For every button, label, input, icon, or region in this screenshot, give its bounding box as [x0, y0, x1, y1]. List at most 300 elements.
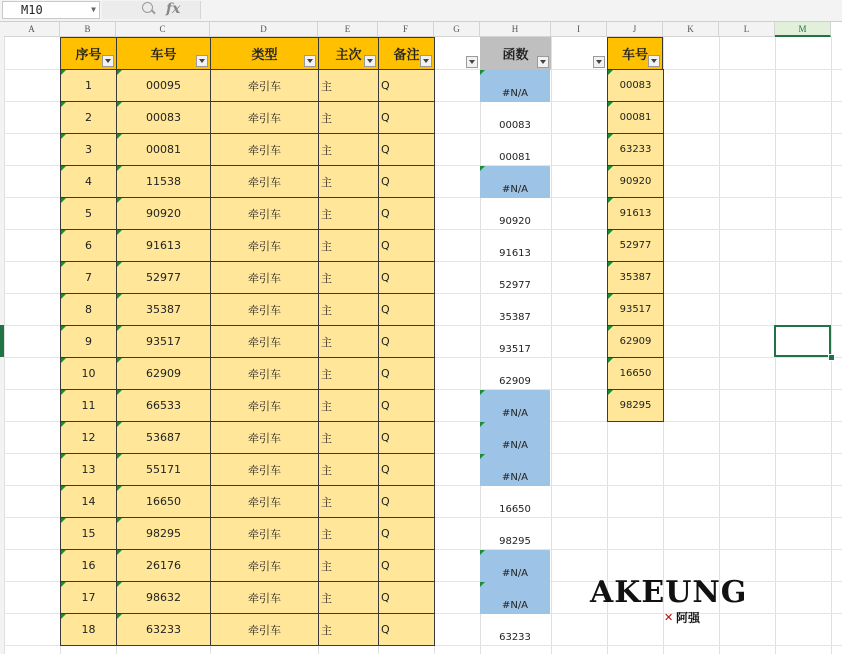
- column-header-a[interactable]: A: [4, 22, 60, 37]
- cell-value: 牵引车: [248, 79, 281, 93]
- cell-note[interactable]: [378, 581, 435, 614]
- cell-plate[interactable]: [116, 389, 211, 422]
- cell-plate[interactable]: [116, 293, 211, 326]
- cell-seq[interactable]: [60, 581, 117, 614]
- function-cell-value: #N/A: [501, 184, 529, 195]
- number-stored-as-text-icon: [117, 454, 122, 459]
- cell-value: Q: [381, 367, 390, 380]
- cell-main[interactable]: [318, 485, 379, 518]
- cell-value: 牵引车: [248, 591, 281, 605]
- number-stored-as-text-icon: [117, 326, 122, 331]
- cell-type[interactable]: [210, 581, 319, 614]
- filter-dropdown-icon[interactable]: [102, 55, 114, 67]
- cell-note[interactable]: [378, 613, 435, 646]
- filter-dropdown-icon[interactable]: [196, 55, 208, 67]
- function-cell-value: 35387: [499, 312, 531, 323]
- filter-dropdown-icon[interactable]: [593, 56, 605, 68]
- cell-plate[interactable]: [116, 229, 211, 262]
- cell-value: Q: [381, 463, 390, 476]
- cell-value: 00083: [146, 111, 181, 124]
- table-header-plate: [116, 37, 211, 70]
- number-stored-as-text-icon: [117, 422, 122, 427]
- grid-vline: [4, 37, 5, 654]
- cell-value: 8: [85, 303, 92, 316]
- lookup-cell[interactable]: [607, 293, 664, 326]
- cell-seq[interactable]: [60, 101, 117, 134]
- cell-value: 9: [85, 335, 92, 348]
- column-header-i[interactable]: I: [551, 22, 607, 37]
- lookup-cell-value: 90920: [619, 176, 652, 187]
- cell-type[interactable]: [210, 389, 319, 422]
- cell-note[interactable]: [378, 453, 435, 486]
- cell-value: 主: [321, 399, 332, 413]
- column-header-k[interactable]: K: [663, 22, 719, 37]
- cell-note[interactable]: [378, 197, 435, 230]
- cell-plate[interactable]: [116, 165, 211, 198]
- cell-seq[interactable]: [60, 165, 117, 198]
- cell-type[interactable]: [210, 69, 319, 102]
- function-header-label: 函数: [502, 48, 529, 63]
- function-cell[interactable]: [480, 134, 550, 166]
- table-header-note: [378, 37, 435, 70]
- cell-value: 主: [321, 559, 332, 573]
- cell-value: 主: [321, 335, 332, 349]
- cell-value: 13: [81, 463, 96, 476]
- cell-main[interactable]: [318, 517, 379, 550]
- cell-value: 14: [81, 495, 96, 508]
- cell-note[interactable]: [378, 133, 435, 166]
- name-box[interactable]: [2, 1, 100, 19]
- cell-value: 牵引车: [248, 271, 281, 285]
- cell-value: Q: [381, 111, 390, 124]
- number-stored-as-text-icon: [608, 166, 613, 171]
- cell-plate[interactable]: [116, 133, 211, 166]
- table-header-seq: [60, 37, 117, 70]
- cell-seq[interactable]: [60, 229, 117, 262]
- lookup-cell[interactable]: [607, 389, 664, 422]
- function-header: [480, 37, 551, 70]
- cell-main[interactable]: [318, 357, 379, 390]
- function-cell[interactable]: [480, 614, 550, 646]
- number-stored-as-text-icon: [117, 294, 122, 299]
- cell-value: 1: [85, 79, 92, 92]
- function-cell-value: 52977: [499, 280, 531, 291]
- function-cell[interactable]: [480, 422, 550, 454]
- lookup-cell[interactable]: [607, 357, 664, 390]
- number-stored-as-text-icon: [117, 230, 122, 235]
- cell-value: 主: [321, 431, 332, 445]
- cell-main[interactable]: [318, 325, 379, 358]
- function-cell-value: #N/A: [501, 472, 529, 483]
- cell-value: 62909: [146, 367, 181, 380]
- cell-plate[interactable]: [116, 69, 211, 102]
- number-stored-as-text-icon: [61, 134, 66, 139]
- cell-type[interactable]: [210, 293, 319, 326]
- lookup-header: [607, 37, 663, 70]
- cell-value: 主: [321, 591, 332, 605]
- number-stored-as-text-icon: [61, 70, 66, 75]
- search-icon[interactable]: [142, 2, 153, 13]
- function-cell-value: 16650: [499, 504, 531, 515]
- function-cell[interactable]: [480, 198, 550, 230]
- function-cell[interactable]: [480, 166, 550, 198]
- error-indicator-icon: [480, 166, 485, 171]
- lookup-cell[interactable]: [607, 197, 664, 230]
- column-header-g[interactable]: G: [434, 22, 480, 37]
- cell-value: 牵引车: [248, 399, 281, 413]
- number-stored-as-text-icon: [117, 70, 122, 75]
- cell-note[interactable]: [378, 101, 435, 134]
- cell-type[interactable]: [210, 549, 319, 582]
- lookup-cell[interactable]: [607, 133, 664, 166]
- function-cell[interactable]: [480, 262, 550, 294]
- cell-value: 主: [321, 175, 332, 189]
- cell-value: 7: [85, 271, 92, 284]
- cell-type[interactable]: [210, 421, 319, 454]
- cell-note[interactable]: [378, 389, 435, 422]
- cell-value: 18: [81, 623, 96, 636]
- cell-value: 主: [321, 111, 332, 125]
- cell-note[interactable]: [378, 421, 435, 454]
- column-header-m[interactable]: M: [775, 22, 831, 37]
- number-stored-as-text-icon: [61, 230, 66, 235]
- cell-value: 牵引车: [248, 367, 281, 381]
- function-cell[interactable]: [480, 70, 550, 102]
- cell-value: Q: [381, 303, 390, 316]
- cell-value: 牵引车: [248, 495, 281, 509]
- function-cell-value: 98295: [499, 536, 531, 547]
- cell-main[interactable]: [318, 453, 379, 486]
- filter-cell-i: [551, 37, 607, 70]
- lookup-header-label: 车号: [621, 48, 648, 63]
- cell-plate[interactable]: [116, 613, 211, 646]
- cell-plate[interactable]: [116, 101, 211, 134]
- cell-value: 15: [81, 527, 96, 540]
- selected-cell-m10[interactable]: [774, 325, 831, 357]
- function-cell[interactable]: [480, 486, 550, 518]
- cell-seq[interactable]: [60, 197, 117, 230]
- number-stored-as-text-icon: [61, 326, 66, 331]
- cell-value: 主: [321, 239, 332, 253]
- filter-dropdown-icon[interactable]: [648, 55, 660, 67]
- cell-seq[interactable]: [60, 261, 117, 294]
- cell-main[interactable]: [318, 581, 379, 614]
- cell-main[interactable]: [318, 613, 379, 646]
- number-stored-as-text-icon: [608, 198, 613, 203]
- cell-seq[interactable]: [60, 517, 117, 550]
- filter-dropdown-icon[interactable]: [420, 55, 432, 67]
- error-indicator-icon: [480, 454, 485, 459]
- function-cell[interactable]: [480, 390, 550, 422]
- cell-value: Q: [381, 559, 390, 572]
- cell-value: 牵引车: [248, 303, 281, 317]
- cell-plate[interactable]: [116, 485, 211, 518]
- cell-value: 主: [321, 623, 332, 637]
- function-cell-value: 00081: [499, 152, 531, 163]
- cell-plate[interactable]: [116, 261, 211, 294]
- lookup-cell-value: 98295: [619, 400, 652, 411]
- cell-note[interactable]: [378, 517, 435, 550]
- cell-value: 10: [81, 367, 96, 380]
- cell-value: Q: [381, 591, 390, 604]
- fx-icon[interactable]: fx: [166, 1, 181, 17]
- cell-value: 98295: [146, 527, 181, 540]
- number-stored-as-text-icon: [117, 582, 122, 587]
- cell-value: 主: [321, 367, 332, 381]
- number-stored-as-text-icon: [608, 358, 613, 363]
- cell-seq[interactable]: [60, 389, 117, 422]
- cell-seq[interactable]: [60, 549, 117, 582]
- cell-value: 16: [81, 559, 96, 572]
- column-header-j[interactable]: J: [607, 22, 663, 37]
- cell-type[interactable]: [210, 133, 319, 166]
- error-indicator-icon: [480, 422, 485, 427]
- cell-note[interactable]: [378, 69, 435, 102]
- number-stored-as-text-icon: [608, 102, 613, 107]
- cell-type[interactable]: [210, 197, 319, 230]
- cell-value: 3: [85, 143, 92, 156]
- cell-value: 11538: [146, 175, 181, 188]
- cell-type[interactable]: [210, 485, 319, 518]
- filter-dropdown-icon[interactable]: [364, 55, 376, 67]
- cell-value: 11: [81, 399, 96, 412]
- table-header-label: 车号: [150, 48, 177, 63]
- cell-plate[interactable]: [116, 421, 211, 454]
- cell-note[interactable]: [378, 261, 435, 294]
- cell-value: 牵引车: [248, 559, 281, 573]
- filter-cell-g: [434, 37, 480, 70]
- function-cell[interactable]: [480, 550, 550, 582]
- function-cell-value: #N/A: [501, 408, 529, 419]
- function-cell-value: #N/A: [501, 568, 529, 579]
- cell-value: Q: [381, 623, 390, 636]
- cell-main[interactable]: [318, 421, 379, 454]
- cell-value: Q: [381, 271, 390, 284]
- cell-value: 主: [321, 463, 332, 477]
- number-stored-as-text-icon: [608, 70, 613, 75]
- cell-plate[interactable]: [116, 197, 211, 230]
- number-stored-as-text-icon: [117, 134, 122, 139]
- function-cell[interactable]: [480, 326, 550, 358]
- lookup-cell-value: 63233: [619, 144, 652, 155]
- function-cell[interactable]: [480, 358, 550, 390]
- cell-seq[interactable]: [60, 69, 117, 102]
- cell-note[interactable]: [378, 485, 435, 518]
- cell-note[interactable]: [378, 325, 435, 358]
- cell-value: 55171: [146, 463, 181, 476]
- column-header-f[interactable]: F: [378, 22, 434, 37]
- number-stored-as-text-icon: [61, 550, 66, 555]
- number-stored-as-text-icon: [117, 486, 122, 491]
- number-stored-as-text-icon: [61, 102, 66, 107]
- number-stored-as-text-icon: [61, 518, 66, 523]
- number-stored-as-text-icon: [61, 454, 66, 459]
- cell-note[interactable]: [378, 229, 435, 262]
- cell-type[interactable]: [210, 101, 319, 134]
- cell-note[interactable]: [378, 549, 435, 582]
- cell-note[interactable]: [378, 357, 435, 390]
- lookup-cell[interactable]: [607, 229, 664, 262]
- lookup-cell-value: 16650: [619, 368, 652, 379]
- lookup-cell-value: 00083: [619, 80, 652, 91]
- cell-value: 93517: [146, 335, 181, 348]
- cell-seq[interactable]: [60, 453, 117, 486]
- function-cell[interactable]: [480, 582, 550, 614]
- cell-main[interactable]: [318, 165, 379, 198]
- function-cell[interactable]: [480, 454, 550, 486]
- cell-value: 主: [321, 79, 332, 93]
- cell-plate[interactable]: [116, 325, 211, 358]
- cell-plate[interactable]: [116, 549, 211, 582]
- cell-type[interactable]: [210, 517, 319, 550]
- number-stored-as-text-icon: [61, 582, 66, 587]
- cell-value: 牵引车: [248, 623, 281, 637]
- function-cell-value: #N/A: [501, 88, 529, 99]
- cell-type[interactable]: [210, 357, 319, 390]
- column-header-e[interactable]: E: [318, 22, 378, 37]
- cell-main[interactable]: [318, 389, 379, 422]
- number-stored-as-text-icon: [117, 550, 122, 555]
- cell-value: 6: [85, 239, 92, 252]
- cell-type[interactable]: [210, 453, 319, 486]
- lookup-cell[interactable]: [607, 165, 664, 198]
- lookup-cell[interactable]: [607, 261, 664, 294]
- lookup-cell-value: 91613: [619, 208, 652, 219]
- cell-value: 牵引车: [248, 527, 281, 541]
- function-cell[interactable]: [480, 230, 550, 262]
- number-stored-as-text-icon: [608, 230, 613, 235]
- lookup-cell[interactable]: [607, 325, 664, 358]
- function-cell[interactable]: [480, 102, 550, 134]
- cell-seq[interactable]: [60, 293, 117, 326]
- lookup-cell-value: 00081: [619, 112, 652, 123]
- cell-main[interactable]: [318, 101, 379, 134]
- cell-note[interactable]: [378, 165, 435, 198]
- column-header-d[interactable]: D: [210, 22, 318, 37]
- cell-plate[interactable]: [116, 453, 211, 486]
- number-stored-as-text-icon: [117, 390, 122, 395]
- cell-main[interactable]: [318, 293, 379, 326]
- cell-main[interactable]: [318, 549, 379, 582]
- function-cell-value: 93517: [499, 344, 531, 355]
- cell-value: 00081: [146, 143, 181, 156]
- column-header-h[interactable]: H: [480, 22, 551, 37]
- cell-value: Q: [381, 495, 390, 508]
- cell-value: 00095: [146, 79, 181, 92]
- number-stored-as-text-icon: [117, 262, 122, 267]
- number-stored-as-text-icon: [608, 262, 613, 267]
- cell-value: 16650: [146, 495, 181, 508]
- cell-value: 35387: [146, 303, 181, 316]
- cell-seq[interactable]: [60, 357, 117, 390]
- cell-value: 牵引车: [248, 175, 281, 189]
- cell-type[interactable]: [210, 261, 319, 294]
- table-header-label: 类型: [251, 48, 278, 63]
- watermark-logo: [590, 575, 748, 625]
- cell-value: Q: [381, 175, 390, 188]
- number-stored-as-text-icon: [61, 390, 66, 395]
- table-header-label: 备注: [393, 48, 420, 63]
- number-stored-as-text-icon: [117, 518, 122, 523]
- number-stored-as-text-icon: [61, 422, 66, 427]
- number-stored-as-text-icon: [61, 614, 66, 619]
- table-header-main: [318, 37, 379, 70]
- cell-value: Q: [381, 431, 390, 444]
- cell-type[interactable]: [210, 229, 319, 262]
- function-cell-value: 91613: [499, 248, 531, 259]
- filter-dropdown-icon[interactable]: [304, 55, 316, 67]
- number-stored-as-text-icon: [61, 166, 66, 171]
- function-cell-value: 63233: [499, 632, 531, 643]
- number-stored-as-text-icon: [61, 262, 66, 267]
- cell-value: 牵引车: [248, 335, 281, 349]
- cell-value: 4: [85, 175, 92, 188]
- number-stored-as-text-icon: [61, 198, 66, 203]
- cell-main[interactable]: [318, 197, 379, 230]
- cell-value: 98632: [146, 591, 181, 604]
- column-header-c[interactable]: C: [116, 22, 210, 37]
- number-stored-as-text-icon: [61, 358, 66, 363]
- cell-type[interactable]: [210, 325, 319, 358]
- cell-value: 牵引车: [248, 111, 281, 125]
- function-cell[interactable]: [480, 294, 550, 326]
- number-stored-as-text-icon: [117, 166, 122, 171]
- cell-seq[interactable]: [60, 133, 117, 166]
- cell-value: 53687: [146, 431, 181, 444]
- lookup-cell-value: 93517: [619, 304, 652, 315]
- cell-seq[interactable]: [60, 485, 117, 518]
- cell-main[interactable]: [318, 261, 379, 294]
- grid-vline: [831, 37, 832, 654]
- chevron-down-icon[interactable]: ▼: [91, 5, 96, 14]
- formula-bar: [0, 0, 842, 22]
- cell-seq[interactable]: [60, 325, 117, 358]
- logo-text: AKEUNG: [590, 575, 748, 610]
- cell-seq[interactable]: [60, 613, 117, 646]
- cell-type[interactable]: [210, 165, 319, 198]
- error-indicator-icon: [480, 582, 485, 587]
- table-header-type: [210, 37, 319, 70]
- function-cell[interactable]: [480, 518, 550, 550]
- lookup-cell[interactable]: [607, 69, 664, 102]
- lookup-cell[interactable]: [607, 101, 664, 134]
- column-header-l[interactable]: L: [719, 22, 775, 37]
- grid-vline: [551, 37, 552, 654]
- cell-main[interactable]: [318, 229, 379, 262]
- cell-value: 主: [321, 527, 332, 541]
- cell-main[interactable]: [318, 69, 379, 102]
- cell-plate[interactable]: [116, 581, 211, 614]
- column-header-b[interactable]: B: [60, 22, 116, 37]
- grid-vline: [719, 37, 720, 654]
- cell-value: Q: [381, 527, 390, 540]
- logo-mark-icon: ✕: [664, 611, 674, 624]
- cell-value: 牵引车: [248, 431, 281, 445]
- lookup-cell-value: 35387: [619, 272, 652, 283]
- cell-value: 主: [321, 143, 332, 157]
- cell-plate[interactable]: [116, 517, 211, 550]
- function-cell-value: 90920: [499, 216, 531, 227]
- fill-handle[interactable]: [828, 354, 835, 361]
- cell-note[interactable]: [378, 293, 435, 326]
- cell-value: 牵引车: [248, 463, 281, 477]
- cell-type[interactable]: [210, 613, 319, 646]
- filter-dropdown-icon[interactable]: [537, 56, 549, 68]
- cell-seq[interactable]: [60, 421, 117, 454]
- cell-plate[interactable]: [116, 357, 211, 390]
- cell-main[interactable]: [318, 133, 379, 166]
- filter-dropdown-icon[interactable]: [466, 56, 478, 68]
